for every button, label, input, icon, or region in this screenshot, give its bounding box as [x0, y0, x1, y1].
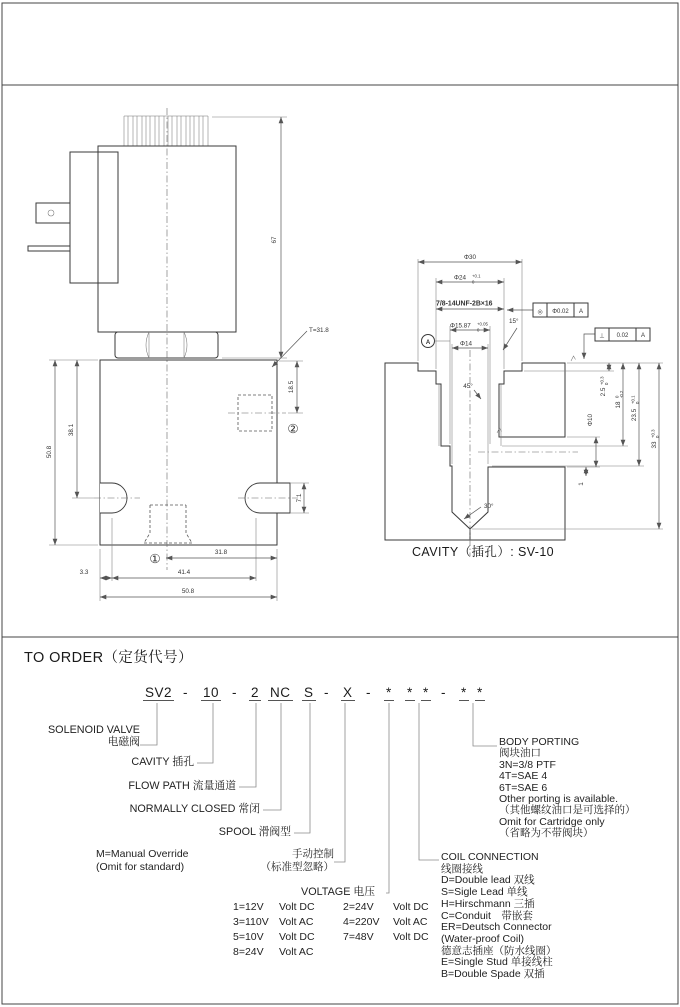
voltage-cell: 2=24V	[343, 901, 374, 913]
code-dash: -	[324, 685, 329, 700]
dim-d10: Φ10	[587, 413, 594, 427]
order-section-title: TO ORDER（定货代号）	[24, 650, 193, 666]
dim-d15-87: Φ15.87	[450, 322, 471, 330]
gdt-concentricity-symbol: ◎	[537, 309, 543, 316]
voltage-cell: 4=220V	[343, 916, 380, 928]
manual-override-cn2: （标准型忽略）	[260, 861, 334, 873]
port-2-callout: ②	[287, 422, 299, 436]
code-dash: -	[441, 685, 446, 700]
ground-pin	[28, 246, 70, 251]
block-left-section	[385, 363, 470, 540]
voltage-cell	[343, 946, 393, 958]
dim-1: 1	[578, 482, 585, 486]
code-dash: -	[366, 685, 371, 700]
coil-connection-line: COIL CONNECTION	[441, 851, 539, 863]
dim-23-5: 23.5	[631, 408, 638, 422]
dim-2-5-tol-upper: +0.3	[599, 376, 605, 385]
block-right-upper-section	[499, 363, 565, 437]
manual-override-en2: (Omit for standard)	[96, 861, 185, 873]
cavity-section-drawing	[385, 254, 663, 559]
thread-spec: 7/8-14UNF-2B×16	[436, 300, 493, 308]
dim-coil-height: 67	[271, 236, 278, 244]
dim-33-tol-upper: +0.3	[650, 429, 656, 438]
coil-connection-list	[441, 852, 557, 981]
terminal-hole	[48, 210, 54, 216]
cartridge-body	[100, 360, 277, 545]
coil-connection-line: C=Conduit 带嵌套	[441, 909, 533, 922]
code-spool: S	[304, 685, 314, 700]
gdt-concentricity-datum: A	[578, 308, 584, 315]
dim-d30: Φ30	[463, 254, 477, 261]
dim-2-5: 2.5	[600, 387, 607, 397]
dim-31-8: 31.8	[214, 549, 228, 556]
gdt-perpendicularity-frame	[584, 328, 650, 359]
cartridge-nose-hidden	[144, 505, 192, 543]
spade-terminal	[36, 203, 70, 223]
body-porting-line: （其他螺纹油口是可选择的）	[499, 804, 636, 817]
code-voltage: *	[386, 685, 392, 700]
cavity-depth-dimensions	[472, 363, 663, 529]
coil-connection-line: ER=Deutsch Connector	[441, 921, 552, 934]
voltage-cell: Volt DC	[393, 901, 429, 913]
body-porting-line: 4T=SAE 4	[499, 770, 548, 783]
voltage-cell: Volt DC	[393, 931, 429, 943]
body-porting-line: BODY PORTING	[499, 736, 580, 748]
dim-2-5-tol-lower: 0	[603, 382, 609, 385]
body-porting-line: 阀块油口	[499, 747, 541, 760]
label-spool: SPOOL 滑阀型	[218, 826, 291, 838]
dim-33: 33	[651, 441, 658, 449]
angle-15: 15°	[509, 318, 519, 325]
label-cavity: CAVITY 插孔	[131, 756, 194, 768]
label-solenoid-valve-cn: 电磁阀	[107, 736, 140, 748]
manual-override-cn1: 手动控制	[292, 848, 334, 860]
label-solenoid-valve	[48, 724, 140, 748]
dim-d24-tol-lower: 0	[472, 279, 475, 285]
dim-18-tol-lower: -0.2	[618, 390, 624, 398]
gdt-perpendicularity-symbol: ⊥	[599, 333, 605, 340]
voltage-cell: Volt AC	[279, 916, 314, 928]
voltage-cell: Volt AC	[279, 946, 314, 958]
voltage-cell: Volt DC	[279, 901, 315, 913]
coil-connection-line: E=Single Stud 单接线柱	[441, 956, 553, 969]
dim-7-1: 7.1	[296, 493, 303, 503]
label-normally-closed: NORMALLY CLOSED 常闭	[129, 803, 260, 815]
label-flow-path: FLOW PATH 流量通道	[128, 780, 236, 792]
voltage-cell: 7=48V	[343, 931, 374, 943]
code-normally-closed: NC	[270, 685, 291, 700]
valve-outline-drawing	[28, 108, 329, 601]
cavity-title: CAVITY（插孔）: SV-10	[412, 545, 555, 559]
voltage-cell: Volt AC	[393, 916, 428, 928]
dim-50-8-bottom: 50.8	[181, 588, 195, 595]
coil-connection-line: S=Sigle Lead 单线	[441, 886, 528, 899]
code-body-porting-1: *	[461, 685, 467, 700]
voltage-cell: Volt DC	[279, 931, 315, 943]
voltage-cell: 3=110V	[233, 916, 269, 928]
label-solenoid-valve-en: SOLENOID VALVE	[47, 724, 140, 736]
dim-d14: Φ14	[459, 340, 473, 348]
voltage-cell: 1=12V	[233, 901, 264, 913]
code-coil-connection-2: *	[423, 685, 429, 700]
dim-33-tol-lower: 0	[654, 435, 660, 438]
dim-d15-87-tol-lower: 0	[477, 327, 480, 333]
gdt-perpendicularity-value: 0.02	[616, 333, 629, 340]
code-body-porting-2: *	[477, 685, 483, 700]
gdt-concentricity-value: Φ0.02	[552, 308, 569, 315]
dim-50-8-left: 50.8	[46, 445, 53, 459]
hex-nut	[115, 332, 218, 358]
dim-18-tol-upper: 0	[614, 395, 620, 398]
angle-30: 30°	[484, 503, 494, 510]
code-series: SV2	[145, 685, 173, 700]
voltage-cell: 8=24V	[233, 946, 264, 958]
dim-38-1: 38.1	[68, 423, 75, 437]
code-flow-path: 2	[251, 685, 260, 700]
dim-d24: Φ24	[453, 274, 467, 282]
dim-3-3: 3.3	[79, 569, 89, 576]
coil-connection-line: (Water-proof Coil)	[441, 932, 525, 945]
dim-41-4: 41.4	[177, 569, 191, 576]
gdt-perpendicularity-datum: A	[640, 333, 646, 340]
coil-connection-line: 线圈接线	[441, 862, 483, 875]
connector-block	[70, 152, 118, 283]
dim-d15-87-tol-upper: +0.05	[477, 321, 488, 327]
dim-18: 18	[615, 401, 622, 409]
body-porting-line: （省略为不带阀块）	[499, 827, 594, 840]
coil-connection-line: D=Double lead 双线	[441, 874, 535, 887]
gdt-concentricity-frame	[507, 303, 588, 317]
voltage-table	[233, 901, 463, 958]
body-porting-line: 6T=SAE 6	[499, 781, 548, 794]
coil-connection-line: B=Double Spade 双插	[441, 968, 545, 981]
body-porting-list	[499, 737, 636, 840]
voltage-title: VOLTAGE 电压	[301, 886, 375, 898]
voltage-cell: 5=10V	[233, 931, 264, 943]
code-cavity: 10	[203, 685, 220, 700]
dim-23-5-tol-lower: 0	[634, 401, 640, 404]
surface-finish-marks	[497, 356, 576, 433]
datum-a-label: A	[425, 339, 431, 346]
label-manual-override	[96, 848, 334, 874]
coil-fins	[124, 116, 208, 146]
coil-connection-line: H=Hirschmann 三插	[441, 897, 535, 910]
body-porting-line: 3N=3/8 PTF	[499, 758, 556, 771]
body-porting-line: Omit for Cartridge only	[499, 815, 605, 828]
manual-override-en1: M=Manual Override	[96, 848, 189, 860]
code-dash: -	[183, 685, 188, 700]
coil-connection-line: 德意志插座（防水线圈）	[441, 944, 557, 957]
body-porting-line: Other porting is available.	[499, 793, 619, 806]
angle-45: 45°	[463, 383, 473, 390]
dim-d24-tol-upper: +0.1	[472, 273, 481, 279]
port-1-callout: ①	[149, 552, 161, 566]
dim-23-5-tol-upper: +0.1	[630, 395, 636, 404]
code-coil-connection-1: *	[407, 685, 413, 700]
valve-dimensions	[46, 117, 329, 601]
code-dash: -	[232, 685, 237, 700]
dim-18-5: 18.5	[288, 380, 295, 394]
dim-torque: T=31.8	[309, 327, 329, 334]
code-manual-override: X	[343, 685, 353, 700]
